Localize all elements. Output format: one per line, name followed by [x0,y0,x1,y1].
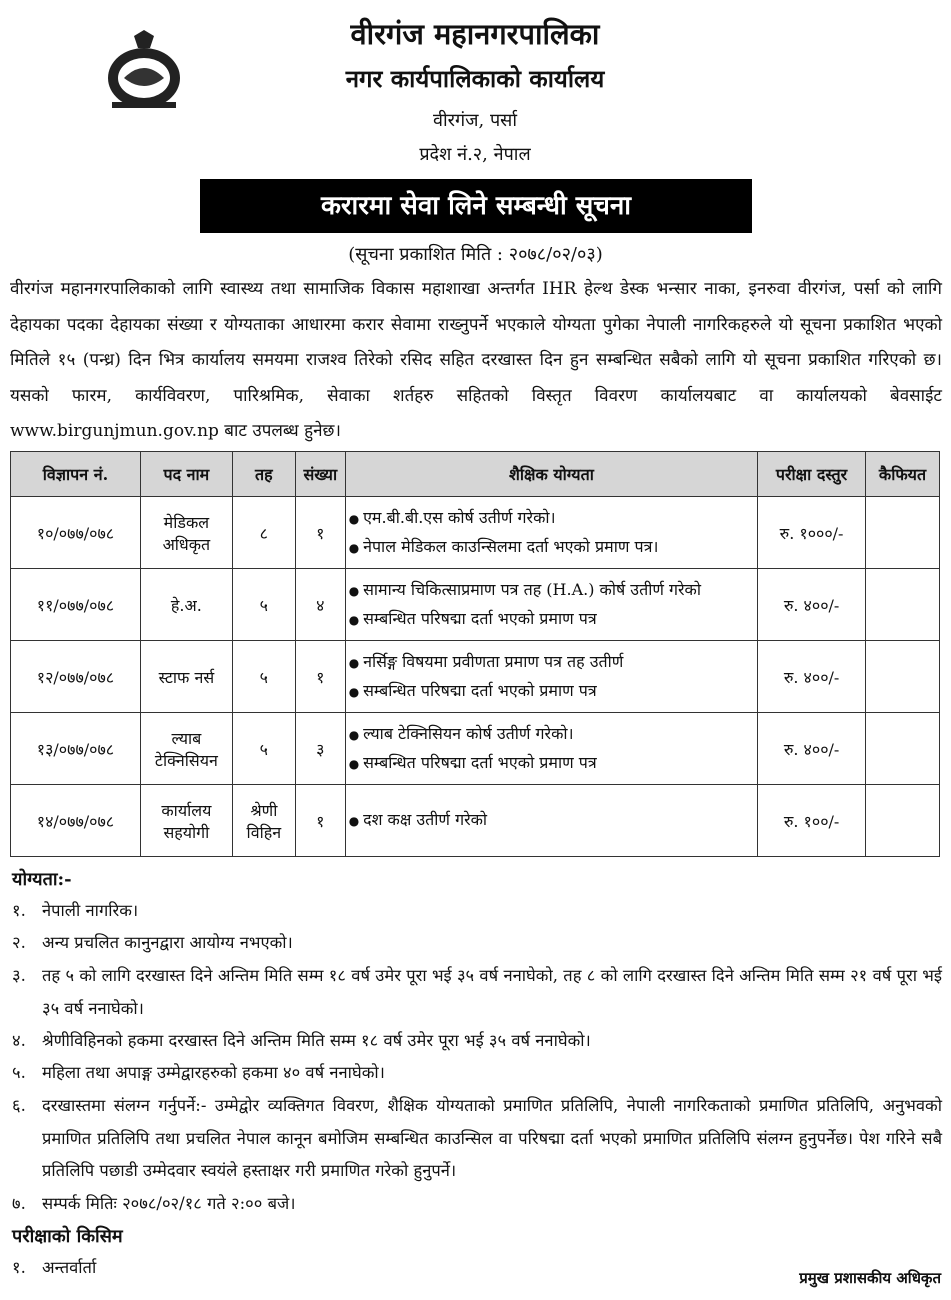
cell-ad: १३/०७७/०७८ [11,713,141,785]
qualification-item: ● सम्बन्धित परिषद्मा दर्ता भएको प्रमाण पत्र [349,749,754,778]
table-row [11,713,940,785]
cell-count: १ [295,497,345,569]
column-header: विज्ञापन नं. [11,452,141,497]
item-text: अन्य प्रचलित कानुनद्वारा आयोग्य नभएको। [42,933,293,952]
item-text: श्रेणीविहिनको हकमा दरखास्त दिने अन्तिम मिति सम्म १८ वर्ष उमेर पूरा भई ३५ वर्ष ननाघेको। [42,1031,591,1050]
list-item [12,927,942,960]
cell-count: १ [295,641,345,713]
item-number: २. [12,933,26,952]
cell-fee: रु. १००/- [758,785,866,857]
cell-q [345,497,757,569]
cell-q [345,785,757,857]
cell-remarks [866,569,940,641]
item-number: ७. [12,1194,26,1213]
eligibility-heading: योग्यता:- [12,869,72,890]
cell-q [345,641,757,713]
exam-type-heading: परीक्षाको किसिम [12,1226,123,1247]
cell-post: मेडिकल अधिकृत [140,497,232,569]
item-number: १. [12,1258,26,1277]
cell-level: ५ [232,641,295,713]
table-row [11,569,940,641]
list-item [12,1090,942,1188]
cell-fee: रु. ४००/- [758,569,866,641]
item-number: १. [12,901,26,920]
cell-count: ४ [295,569,345,641]
qualification-item: ● एम.बी.बी.एस कोर्ष उतीर्ण गरेको। [349,504,754,533]
cell-level: ५ [232,569,295,641]
cell-level: ५ [232,713,295,785]
item-text: दरखास्तमा संलग्न गर्नुपर्ने:- उम्मेद्वोर व्यक्तिगत विवरण, शैक्षिक योग्यताको प्रमाणित प्रतिलिपि, नेपाली नागरिकताको प्रमाणित प्रतिलिपि, अनुभवको प्रमाणित प्रतिलिपि तथा प्रचलित नेपाल कानून बमोजिम सम्बन्धित काउन्सिल वा परिषद्मा दर्ता भएको प्रमाणित प्रतिलिपि संलग्न हुनुपर्नेछ। पेश गरिने सबै प्रतिलिपि पछाडी उम्मेदवार स्वयंले हस्ताक्षर गरी प्रमाणित गरेको हुनुपर्ने। [42,1096,942,1180]
qualification-item: ● सम्बन्धित परिषद्मा दर्ता भएको प्रमाण पत्र [349,677,754,706]
address-city: वीरगंज, पर्सा [432,110,518,131]
cell-remarks [866,785,940,857]
column-header: कैफियत [866,452,940,497]
column-header: पद नाम [140,452,232,497]
org-title: वीरगंज महानगरपालिका [350,17,600,51]
cell-count: ३ [295,713,345,785]
item-text: अन्तर्वार्ता [42,1258,97,1277]
column-header: संख्या [295,452,345,497]
cell-fee: रु. ४००/- [758,641,866,713]
qualification-item: ● दश कक्ष उतीर्ण गरेको [349,806,754,835]
office-title: नगर कार्यपालिकाको कार्यालय [345,64,605,93]
cell-post: स्टाफ नर्स [140,641,232,713]
qualification-item: ● नेपाल मेडिकल काउन्सिलमा दर्ता भएको प्रमाण पत्र। [349,533,754,562]
cell-count: १ [295,785,345,857]
cell-ad: १०/०७७/०७८ [11,497,141,569]
list-item [12,1025,942,1058]
column-header: तह [232,452,295,497]
cell-remarks [866,497,940,569]
item-number: ५. [12,1063,26,1082]
cell-level: ८ [232,497,295,569]
item-number: ३. [12,966,26,985]
cell-q [345,713,757,785]
qualification-item: ● सामान्य चिकित्साप्रमाण पत्र तह (H.A.) कोर्ष उतीर्ण गरेको [349,576,754,605]
vacancy-table [10,451,940,857]
cell-fee: रु. ४००/- [758,713,866,785]
item-text: सम्पर्क मितिः २०७८/०२/१८ गते २:०० बजे। [42,1194,296,1213]
cell-remarks [866,713,940,785]
list-item [12,960,942,1025]
list-item [12,1057,942,1090]
cell-ad: १४/०७७/०७८ [11,785,141,857]
item-number: ४. [12,1031,26,1050]
column-header: परीक्षा दस्तुर [758,452,866,497]
address-province: प्रदेश नं.२, नेपाल [419,144,531,165]
cell-ad: ११/०७७/०७८ [11,569,141,641]
cell-post: कार्यालय सहयोगी [140,785,232,857]
published-date: (सूचना प्रकाशित मिति : २०७८/०२/०३) [348,244,603,265]
cell-post: हे.अ. [140,569,232,641]
item-text: तह ५ को लागि दरखास्त दिने अन्तिम मिति सम्म १८ वर्ष उमेर पूरा भई ३५ वर्ष ननाघेको, तह ८ को लागि दरखास्त दिने अन्तिम मिति सम्म २१ वर्ष पूरा भई ३५ वर्ष ननाघेको। [42,966,942,1018]
notice-banner: करारमा सेवा लिने सम्बन्धी सूचना [200,179,752,233]
table-row [11,497,940,569]
signature-title: प्रमुख प्रशासकीय अधिकृत [799,1269,941,1287]
cell-fee: रु. १०००/- [758,497,866,569]
column-header: शैक्षिक योग्यता [345,452,757,497]
list-item [12,1188,942,1221]
qualification-item: ● नर्सिङ्ग विषयमा प्रवीणता प्रमाण पत्र तह उतीर्ण [349,648,754,677]
table-row [11,785,940,857]
item-number: ६. [12,1096,26,1115]
nepal-emblem-logo [104,28,184,112]
intro-paragraph: वीरगंज महानगरपालिकाको लागि स्वास्थ्य तथा सामाजिक विकास महाशाखा अन्तर्गत IHR हेल्थ डेस्क भन्सार नाका, इनरुवा वीरगंज, पर्सा को लागि देहायका पदका देहायका संख्या र योग्यताका आधारमा करार सेवामा राख्नुपर्ने भएकाले योग्यता पुगेका नेपाली नागरिकहरुले यो सूचना प्रकाशित भएको मितिले १५ (पन्ध्र) दिन भित्र कार्यालय समयमा राजश्व तिरेको रसिद सहित दरखास्त दिन हुन सम्बन्धित सबैको लागि यो सूचना प्रकाशित गरिएको छ। यसको फारम, कार्यविवरण, पारिश्रमिक, सेवाका शर्तहरु सहितको विस्तृत विवरण कार्यालयबाट वा कार्यालयको बेवसाईट www.birgunjmun.gov.np बाट उपलब्ध हुनेछ। [10,279,942,441]
qualification-item: ● सम्बन्धित परिषद्मा दर्ता भएको प्रमाण पत्र [349,605,754,634]
cell-level: श्रेणी विहिन [232,785,295,857]
cell-remarks [866,641,940,713]
list-item [12,895,942,928]
cell-q [345,569,757,641]
list-item [12,1252,412,1285]
item-text: नेपाली नागरिक। [42,901,139,920]
item-text: महिला तथा अपाङ्ग उम्मेद्वारहरुको हकमा ४० वर्ष ननाघेको। [42,1063,385,1082]
cell-ad: १२/०७७/०७८ [11,641,141,713]
table-row [11,641,940,713]
cell-post: ल्याब टेक्निसियन [140,713,232,785]
qualification-item: ● ल्याब टेक्निसियन कोर्ष उतीर्ण गरेको। [349,720,754,749]
